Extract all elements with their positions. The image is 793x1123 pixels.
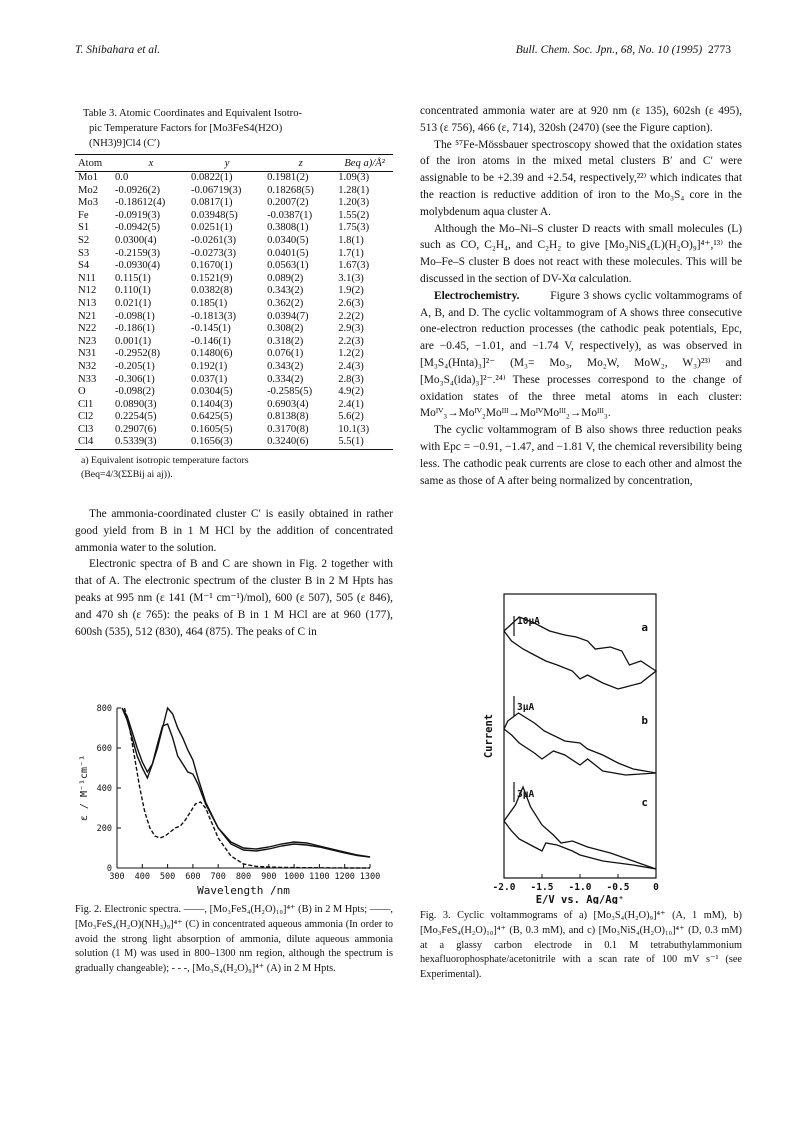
x-tick-label: -1.5 bbox=[530, 882, 554, 893]
value-cell: 0.0340(5) bbox=[267, 234, 309, 246]
paragraph: Electronic spectra of B and C are shown in Fig. 2 together with that of A. The electronic spectrum of the cluster B in 2 M Hpts has peaks at 995 nm (ε 141 (M⁻¹ cm⁻¹)/mol), 600 (ε 507), 505 (ε 846), and 470 sh (ε 765): the peaks of B in 1 M HCl are at 960 (177), 600sh (535), 512 (830), 464 (875). The peaks of C in bbox=[75, 558, 393, 638]
value-cell: -0.18612(4) bbox=[115, 197, 166, 209]
atom-cell: N12 bbox=[78, 285, 97, 297]
left-body-text bbox=[75, 506, 393, 640]
table-row bbox=[75, 411, 393, 424]
value-cell: 0.0394(7) bbox=[267, 310, 309, 322]
value-cell: 0.318(2) bbox=[267, 335, 304, 347]
value-cell: 2.4(1) bbox=[338, 398, 364, 410]
table-row bbox=[75, 222, 393, 235]
table-row bbox=[75, 210, 393, 223]
value-cell: 0.6425(5) bbox=[191, 411, 233, 423]
value-cell: 0.1605(5) bbox=[191, 423, 233, 435]
paragraph: The cyclic voltammogram of B also shows three reduction peaks with Epc = −0.91, −1.47, and −1.81 V, the chemical reversibility being less. The cathodic peak currents are close to each other and almost the same as those of A after being normalized by concentration, bbox=[420, 424, 742, 487]
left-column bbox=[75, 106, 393, 640]
footnote-line: (Beq=4/3(ΣΣBij ai aj)). bbox=[81, 469, 173, 481]
value-cell: 0.185(1) bbox=[191, 297, 228, 309]
atom-cell: Cl1 bbox=[78, 398, 94, 410]
paragraph: The ammonia-coordinated cluster C′ is easily obtained in rather good yield from B in 1 M HCl by the addition of concentrated ammonia water to the solution. bbox=[75, 508, 393, 554]
value-cell: 1.7(1) bbox=[338, 247, 364, 259]
x-tick-label: 1300 bbox=[359, 872, 381, 882]
table-row bbox=[75, 424, 393, 437]
value-cell: 1.20(3) bbox=[338, 197, 370, 209]
x-tick-label: 600 bbox=[185, 872, 201, 882]
value-cell: 0.03948(5) bbox=[191, 209, 238, 221]
atom-cell: Cl4 bbox=[78, 436, 94, 448]
y-tick-label: 0 bbox=[106, 864, 112, 874]
value-cell: -0.2952(8) bbox=[115, 348, 161, 360]
value-cell: 0.343(2) bbox=[267, 360, 304, 372]
value-cell: -0.098(1) bbox=[115, 310, 155, 322]
value-cell: 1.75(3) bbox=[338, 222, 370, 234]
value-cell: 0.110(1) bbox=[115, 285, 151, 297]
volume-issue: 68, No. 10 (1995) bbox=[620, 44, 703, 56]
value-cell: -0.098(2) bbox=[115, 386, 155, 398]
col-header: y bbox=[224, 158, 230, 169]
value-cell: 1.67(3) bbox=[338, 260, 370, 272]
value-cell: 1.2(2) bbox=[338, 348, 364, 360]
value-cell: 0.18268(5) bbox=[267, 184, 314, 196]
value-cell: 1.28(1) bbox=[338, 184, 370, 196]
atom-cell: Cl3 bbox=[78, 423, 94, 435]
table3-caption-line: Table 3. Atomic Coordinates and Equivalent Isotro- bbox=[83, 108, 303, 119]
value-cell: 10.1(3) bbox=[338, 423, 370, 435]
x-tick-label: 300 bbox=[109, 872, 125, 882]
value-cell: 0.0382(8) bbox=[191, 285, 233, 297]
value-cell: 2.6(3) bbox=[338, 297, 364, 309]
value-cell: 0.1981(2) bbox=[267, 172, 309, 183]
voltammogram-b bbox=[504, 713, 656, 775]
table3-caption bbox=[75, 106, 393, 151]
x-tick-label: -0.5 bbox=[606, 882, 630, 893]
atom-cell: Mo2 bbox=[78, 184, 99, 196]
footnote-line: a) Equivalent isotropic temperature factors bbox=[81, 455, 249, 467]
voltammogram-a bbox=[504, 617, 656, 689]
value-cell: 1.9(2) bbox=[338, 285, 364, 297]
atom-cell: Cl2 bbox=[78, 411, 94, 423]
value-cell: 3.1(3) bbox=[338, 272, 364, 284]
value-cell: 0.1404(3) bbox=[191, 398, 233, 410]
x-tick-label: -2.0 bbox=[492, 882, 516, 893]
atom-cell: N11 bbox=[78, 272, 96, 284]
value-cell: 0.0 bbox=[115, 172, 129, 183]
value-cell: -0.186(1) bbox=[115, 323, 155, 335]
running-header-journal bbox=[516, 44, 731, 56]
value-cell: 0.308(2) bbox=[267, 323, 304, 335]
col-header: z bbox=[298, 158, 303, 169]
value-cell: 0.021(1) bbox=[115, 297, 152, 309]
value-cell: 0.3808(1) bbox=[267, 222, 309, 234]
scale-bar-label: 10μA bbox=[517, 616, 540, 627]
value-cell: 2.2(2) bbox=[338, 310, 364, 322]
col-header: x bbox=[148, 158, 154, 169]
value-cell: -0.146(1) bbox=[191, 335, 231, 347]
plot-frame bbox=[504, 594, 656, 878]
value-cell: -0.0273(3) bbox=[191, 247, 237, 259]
paragraph: The ⁵⁷Fe-Mössbauer spectroscopy showed that the oxidation states of the iron atoms in the mixed metal clusters B′ and C′ were assignable to be +2.39 and +2.54, respectively,²²⁾ which indicates that the reaction is reductive addition of iron to the Mo₃S₄ core in the molybdenum aqua cluster A. bbox=[420, 138, 742, 218]
x-tick-label: 500 bbox=[159, 872, 176, 882]
y-axis-label: Current bbox=[483, 713, 495, 759]
col-header: Atom bbox=[78, 158, 103, 169]
value-cell: -0.2159(3) bbox=[115, 247, 161, 259]
value-cell: 5.5(1) bbox=[338, 436, 364, 448]
atom-cell: Fe bbox=[78, 209, 89, 221]
x-tick-label: 900 bbox=[261, 872, 277, 882]
atom-cell: N23 bbox=[78, 335, 97, 347]
y-tick-label: 600 bbox=[96, 744, 112, 754]
table-row bbox=[75, 348, 393, 361]
section-text: Figure 3 shows cyclic voltammograms of A, B, and D. The cyclic voltammogram of A shows three consecutive one-electron reduction processes (the cathodic peak potentials, Epc, are −0.45, −1.01, and −1.74 V, respectively), as was observed in [M₃S₄(Hnta)₃]²⁻ (M₃= Mo₃, Mo₂W, MoW₂, W₃)²³⁾ and [Mo₃S₄(ida)₃]²⁻.²⁴⁾ These processes correspond to the change of oxidation states of the three metal atoms in each cluster: Moᴵⱽ₃→Moᴵⱽ₂Moᴵᴵᴵ→MoᴵⱽMoᴵᴵᴵ₂→Moᴵᴵᴵ₃. bbox=[420, 289, 742, 420]
right-column bbox=[420, 103, 742, 489]
value-cell: 1.8(1) bbox=[338, 234, 364, 246]
table-row bbox=[75, 374, 393, 387]
x-tick-label: 800 bbox=[235, 872, 252, 882]
electronic-spectra-chart bbox=[75, 700, 393, 898]
x-axis-label: Wavelength /nm bbox=[197, 884, 290, 897]
col-header: Beq a)/Å² bbox=[344, 158, 385, 169]
value-cell: 0.089(2) bbox=[267, 272, 304, 284]
figure-2-caption: Fig. 2. Electronic spectra. ——, [Mo₃FeS₄(H₂O)₁₀]⁴⁺ (B) in 2 M Hpts; ——, [Mo₃FeS₄(H₂O)(NH₃)₉]⁴⁺ (C) in concentrated aqueous ammonia (In order to avoid the strong light absorption of ammonia, dilute aqueous ammonia solution (1 M) was used in 800–1300 nm region, although the spectrum is gradually changeable); - - -, [Mo₃S₄(H₂O)₉]⁴⁺ (A) in 2 M Hpts. bbox=[75, 904, 393, 975]
paragraph: concentrated ammonia water are at 920 nm (ε 135), 602sh (ε 495), 513 (ε 756), 466 (ε, 714), 320sh (2470) (see the Figure caption). bbox=[420, 105, 742, 134]
value-cell: 0.6903(4) bbox=[267, 398, 309, 410]
value-cell: 0.334(2) bbox=[267, 373, 304, 385]
value-cell: -0.0387(1) bbox=[267, 209, 313, 221]
value-cell: 0.0822(1) bbox=[191, 172, 233, 183]
table-row bbox=[75, 386, 393, 399]
table3-caption-line: pic Temperature Factors for [Mo3FeS4(H2O) bbox=[89, 123, 283, 134]
table-row bbox=[75, 248, 393, 261]
value-cell: 0.0251(1) bbox=[191, 222, 233, 234]
atom-cell: O bbox=[78, 386, 86, 398]
atom-cell: Mo1 bbox=[78, 172, 99, 183]
y-tick-label: 800 bbox=[96, 704, 112, 714]
value-cell: 0.0890(3) bbox=[115, 398, 157, 410]
atom-cell: S3 bbox=[78, 247, 90, 259]
table-row bbox=[75, 361, 393, 374]
value-cell: 0.0817(1) bbox=[191, 197, 233, 209]
section-title: Electrochemistry. bbox=[434, 289, 520, 302]
value-cell: -0.1813(3) bbox=[191, 310, 237, 322]
x-tick-label: 0 bbox=[653, 882, 659, 893]
value-cell: 0.1480(6) bbox=[191, 348, 233, 360]
spectrum-series-2 bbox=[122, 708, 370, 857]
value-cell: -0.06719(3) bbox=[191, 184, 242, 196]
table-row bbox=[75, 273, 393, 286]
value-cell: -0.0942(5) bbox=[115, 222, 161, 234]
scale-bar-label: 3μA bbox=[517, 702, 535, 713]
value-cell: 0.8138(8) bbox=[267, 411, 309, 423]
value-cell: 0.5339(3) bbox=[115, 436, 157, 448]
value-cell: 0.192(1) bbox=[191, 360, 228, 372]
figure-3 bbox=[420, 586, 742, 983]
value-cell: -0.145(1) bbox=[191, 323, 231, 335]
value-cell: 0.2907(6) bbox=[115, 423, 157, 435]
table-row bbox=[75, 336, 393, 349]
x-axis-label: E/V vs. Ag/Ag⁺ bbox=[535, 894, 625, 904]
value-cell: 0.1656(3) bbox=[191, 436, 233, 448]
value-cell: 2.2(3) bbox=[338, 335, 364, 347]
running-header-authors: T. Shibahara et al. bbox=[75, 44, 161, 56]
x-tick-label: 1100 bbox=[309, 872, 330, 882]
atom-cell: S1 bbox=[78, 222, 90, 234]
value-cell: 1.55(2) bbox=[338, 209, 370, 221]
atom-cell: S4 bbox=[78, 260, 90, 272]
atom-cell: N22 bbox=[78, 323, 97, 335]
value-cell: 0.001(1) bbox=[115, 335, 152, 347]
atom-cell: N21 bbox=[78, 310, 97, 322]
value-cell: 0.1670(1) bbox=[191, 260, 233, 272]
table-row bbox=[75, 185, 393, 198]
cyclic-voltammogram-chart bbox=[420, 586, 742, 904]
value-cell: 0.343(2) bbox=[267, 285, 304, 297]
table-row bbox=[75, 260, 393, 273]
value-cell: 0.3240(6) bbox=[267, 436, 309, 448]
x-tick-label: 1200 bbox=[334, 872, 355, 882]
value-cell: 0.0304(5) bbox=[191, 386, 233, 398]
y-tick-label: 400 bbox=[96, 784, 112, 794]
value-cell: -0.0926(2) bbox=[115, 184, 161, 196]
value-cell: -0.0261(3) bbox=[191, 234, 237, 246]
value-cell: 1.09(3) bbox=[338, 172, 370, 183]
y-tick-label: 200 bbox=[96, 824, 112, 834]
x-tick-label: 700 bbox=[210, 872, 226, 882]
atom-cell: S2 bbox=[78, 234, 90, 246]
atom-cell: N31 bbox=[78, 348, 97, 360]
value-cell: -0.0919(3) bbox=[115, 209, 161, 221]
table3-body bbox=[75, 172, 393, 450]
table-row bbox=[75, 235, 393, 248]
value-cell: -0.2585(5) bbox=[267, 386, 313, 398]
page-number: 2773 bbox=[708, 44, 731, 56]
value-cell: 0.0563(1) bbox=[267, 260, 309, 272]
paragraph bbox=[420, 288, 742, 422]
value-cell: 0.0401(5) bbox=[267, 247, 309, 259]
table-row bbox=[75, 197, 393, 210]
figure-3-caption: Fig. 3. Cyclic voltammograms of a) [Mo₃S₄(H₂O)₉]⁴⁺ (A, 1 mM), b) [Mo₃FeS₄(H₂O)₁₀]⁴⁺ (B, 0.3 mM), and c) [Mo₃NiS₄(H₂O)₁₀]⁴⁺ (D, 0.3 mM) at a glassy carbon electrode in 0.1 M tetrabuthylammonium hexafluorophosphate/acetonitrile with a scan rate of 100 mV s⁻¹ (see Experimental). bbox=[420, 910, 742, 981]
table-row bbox=[75, 311, 393, 324]
scale-bar-label: 3μA bbox=[517, 789, 535, 800]
x-tick-label: 400 bbox=[134, 872, 150, 882]
y-axis-label: ε / M⁻¹cm⁻¹ bbox=[79, 754, 90, 822]
table-row bbox=[75, 436, 393, 449]
value-cell: -0.205(1) bbox=[115, 360, 155, 372]
series-label: c bbox=[641, 796, 648, 809]
value-cell: 0.115(1) bbox=[115, 272, 151, 284]
x-tick-label: 1000 bbox=[283, 872, 305, 882]
table3-caption-line: (NH3)9]Cl4 (C′) bbox=[89, 138, 160, 149]
value-cell: -0.0930(4) bbox=[115, 260, 161, 272]
value-cell: 0.2254(5) bbox=[115, 411, 157, 423]
value-cell: 4.9(2) bbox=[338, 386, 364, 398]
table-row bbox=[75, 298, 393, 311]
value-cell: -0.306(1) bbox=[115, 373, 155, 385]
value-cell: 0.037(1) bbox=[191, 373, 228, 385]
atom-cell: N13 bbox=[78, 297, 97, 309]
series-label: a bbox=[641, 621, 648, 634]
value-cell: 0.076(1) bbox=[267, 348, 304, 360]
value-cell: 0.2007(2) bbox=[267, 197, 309, 209]
figure-2 bbox=[75, 700, 393, 977]
value-cell: 0.1521(9) bbox=[191, 272, 233, 284]
table-row bbox=[75, 285, 393, 298]
table3 bbox=[75, 154, 393, 450]
value-cell: 0.0300(4) bbox=[115, 234, 157, 246]
atom-cell: N32 bbox=[78, 360, 97, 372]
value-cell: 2.8(3) bbox=[338, 373, 364, 385]
atom-cell: Mo3 bbox=[78, 197, 99, 209]
value-cell: 0.3170(8) bbox=[267, 423, 309, 435]
table3-footnote bbox=[81, 454, 393, 482]
x-tick-label: -1.0 bbox=[568, 882, 592, 893]
table-row bbox=[75, 399, 393, 412]
table-row bbox=[75, 172, 393, 185]
journal-name: Bull. Chem. Soc. Jpn., bbox=[515, 44, 618, 56]
value-cell: 0.362(2) bbox=[267, 297, 304, 309]
value-cell: 2.9(3) bbox=[338, 323, 364, 335]
value-cell: 2.4(3) bbox=[338, 360, 364, 372]
atom-cell: N33 bbox=[78, 373, 97, 385]
value-cell: 5.6(2) bbox=[338, 411, 364, 423]
series-label: b bbox=[641, 714, 648, 727]
spectrum-series-1 bbox=[122, 708, 370, 857]
table-row bbox=[75, 323, 393, 336]
paragraph: Although the Mo–Ni–S cluster D reacts with small molecules (L) such as CO, C₂H₄, and C₂H₂ to give [Mo₃NiS₄(L)(H₂O)₉]⁴⁺,¹³⁾ the Mo–Fe–S cluster B does not react with these molecules. This will be discussed in the section of DV-Xα calculation. bbox=[420, 222, 742, 285]
table-header-row bbox=[75, 155, 393, 172]
